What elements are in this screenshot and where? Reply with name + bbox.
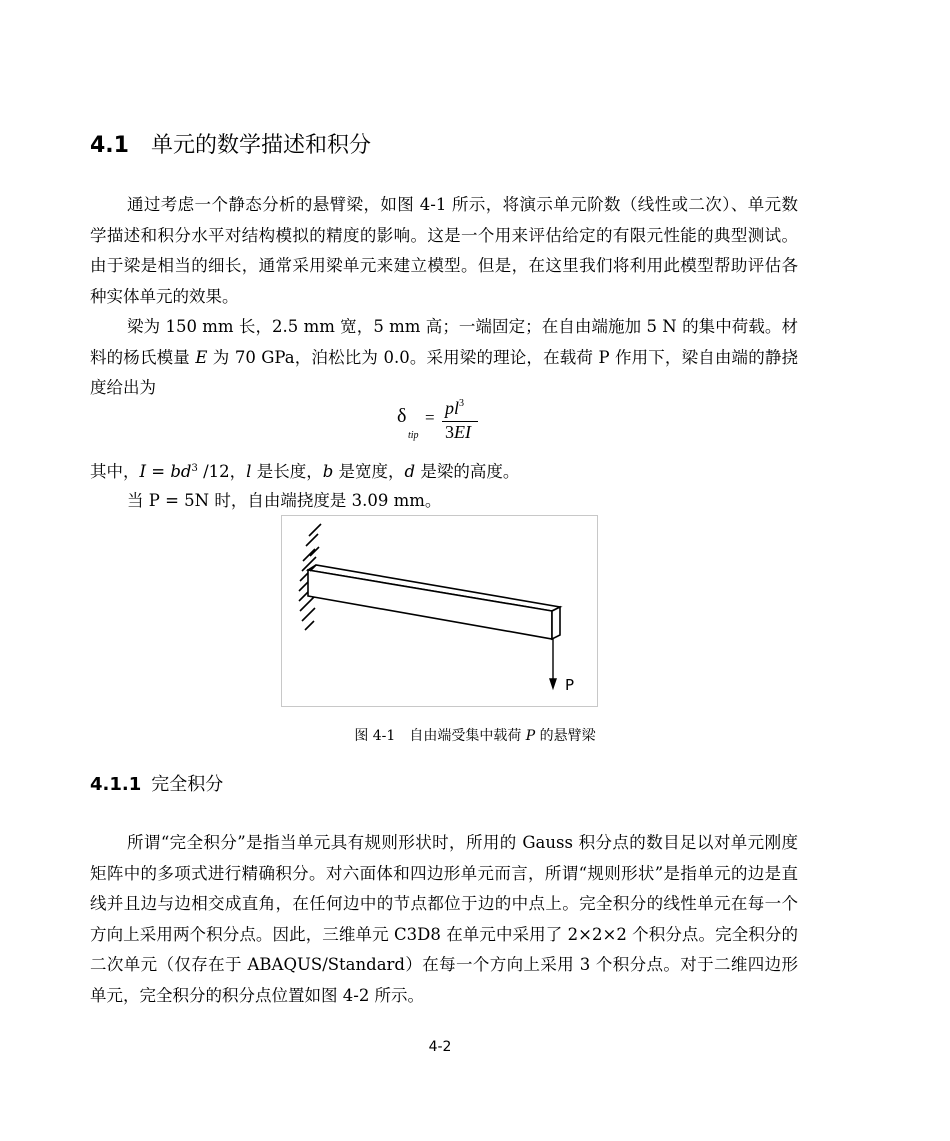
numerator-exponent: 3 xyxy=(459,398,465,409)
text-run: 其中， xyxy=(90,462,140,481)
formula-denominator xyxy=(445,422,471,443)
subsection-heading xyxy=(90,770,223,796)
section-heading xyxy=(90,128,371,159)
var-d: d xyxy=(404,462,416,481)
text-run: 是梁的高度。 xyxy=(415,462,520,481)
load-arrow xyxy=(550,639,556,688)
var-I: I xyxy=(139,462,147,481)
formula-numerator xyxy=(445,398,464,419)
caption-var: P xyxy=(525,728,536,744)
definitions-line xyxy=(90,458,519,482)
cantilever-figure xyxy=(281,515,598,707)
beam xyxy=(308,565,560,639)
text-run: 梁为 150 mm 长，2.5 mm 宽，5 mm 高；一端固定；在自由端施加 5 N 的集中荷载。材料的杨氏模量 xyxy=(90,317,798,367)
load-label: P xyxy=(565,676,575,694)
text-run: 为 70 GPa，泊松比为 0.0。采用梁的理论，在载荷 P 作用下，梁自由端的静挠度给出为 xyxy=(90,347,799,397)
youngs-modulus-symbol: E xyxy=(195,347,208,367)
text-run: 是长度， xyxy=(251,462,323,481)
equals-sign: = xyxy=(425,408,435,427)
text-run: = bd xyxy=(146,462,192,481)
caption-text: 的悬臂梁 xyxy=(535,728,596,744)
numerator-var: pl xyxy=(445,398,460,418)
figure-caption xyxy=(0,725,950,745)
section-number: 4.1 xyxy=(90,133,129,158)
text-run: /12， xyxy=(197,462,247,481)
subsection-title: 完全积分 xyxy=(151,774,224,795)
full-integration-paragraph xyxy=(90,828,798,1011)
denominator-var: EI xyxy=(454,422,471,442)
delta-symbol: δ xyxy=(397,405,407,427)
text-run: 是宽度， xyxy=(333,462,405,481)
page-number: 4-2 xyxy=(428,1039,452,1055)
section-title: 单元的数学描述和积分 xyxy=(150,133,371,158)
cantilever-drawing xyxy=(282,516,597,706)
deflection-formula xyxy=(395,397,505,453)
denominator-coef: 3 xyxy=(445,422,454,442)
caption-text: 图 4-1 自由端受集中载荷 xyxy=(354,728,526,744)
var-b: b xyxy=(322,462,334,481)
exponent: 3 xyxy=(191,463,198,474)
beam-description-paragraph xyxy=(90,312,798,404)
deflection-result-line: 当 P = 5N 时，自由端挠度是 3.09 mm。 xyxy=(127,491,442,510)
paragraph-text xyxy=(90,312,798,404)
paragraph-text: 所谓“完全积分”是指当单元具有规则形状时，所用的 Gauss 积分点的数目足以对单元刚度矩阵中的多项式进行精确积分。对六面体和四边形单元而言，所谓“规则形状”是指单元的边是直线并且边与边相交成直角，在任何边中的节点都位于边的中点上。完全积分的线性单元在每一个方向上采用两个积分点。因此，三维单元 C3D8 在单元中采用了 2×2×2 个积分点。完全积分的二次单元（仅存在于 ABAQUS/Standard）在每一个方向上采用 3 个积分点。对于二维四边形单元，完全积分的积分点位置如图 4-2 所示。 xyxy=(90,833,798,1005)
intro-paragraph xyxy=(90,190,798,312)
var-l: l xyxy=(246,462,252,481)
tip-subscript: tip xyxy=(408,430,419,441)
paragraph-text: 通过考虑一个静态分析的悬臂梁，如图 4-1 所示，将演示单元阶数（线性或二次）、单元数学描述和积分水平对结构模拟的精度的影响。这是一个用来评估给定的有限元性能的典型测试。由于梁是相当的细长，通常采用梁单元来建立模型。但是，在这里我们将利用此模型帮助评估各种实体单元的效果。 xyxy=(90,195,798,306)
subsection-number: 4.1.1 xyxy=(90,774,142,795)
